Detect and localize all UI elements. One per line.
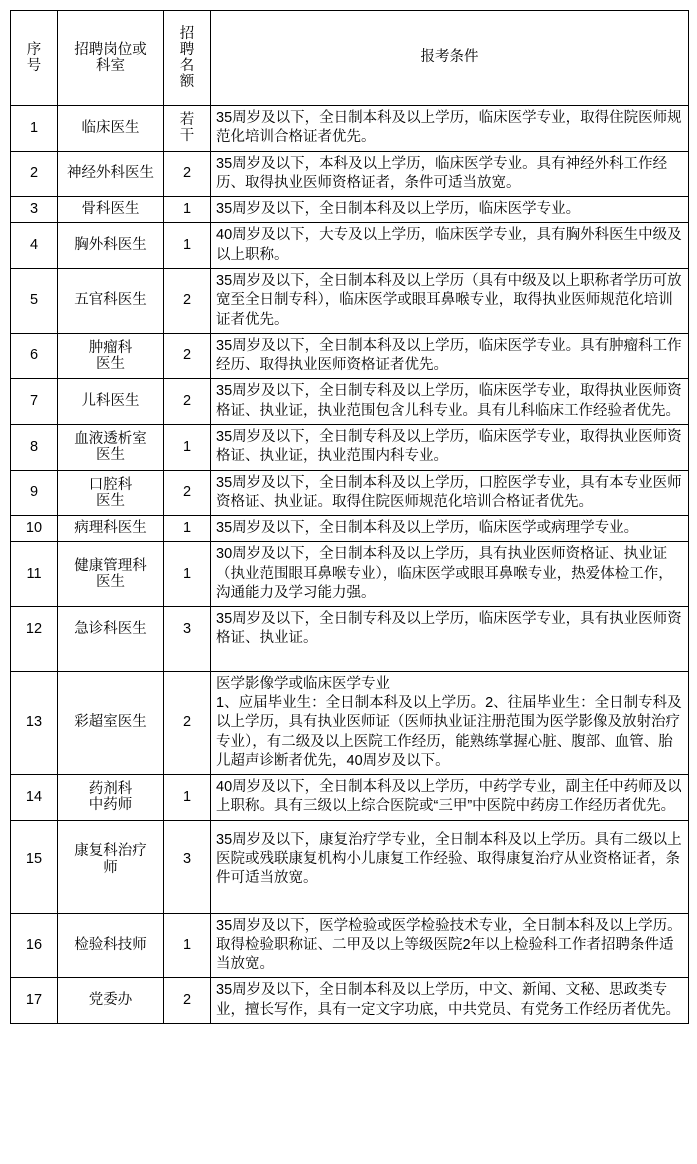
- table-row: [11, 333, 689, 379]
- cell-index: 1: [11, 106, 58, 152]
- cell-quota: 1: [164, 223, 211, 269]
- cell-post-line: 医生: [96, 356, 125, 373]
- cell-post: [58, 775, 164, 821]
- column-header-index-char-2: 号: [26, 58, 42, 74]
- cell-quota: 2: [164, 978, 211, 1024]
- cell-quota: [164, 106, 211, 152]
- column-header-index-stack: [16, 42, 52, 74]
- cell-index: 14: [11, 775, 58, 821]
- table-row: [11, 671, 689, 774]
- cell-quota: 3: [164, 607, 211, 672]
- table-row: [11, 470, 689, 516]
- cell-condition: 35周岁及以下，全日制本科及以上学历，临床医学或病理学专业。: [211, 516, 689, 542]
- cell-condition: 40周岁及以下，大专及以上学历，临床医学专业，具有胸外科医生中级及以上职称。: [211, 223, 689, 269]
- cell-quota: 1: [164, 775, 211, 821]
- cell-index: 3: [11, 197, 58, 223]
- column-header-post-stack: [63, 42, 158, 74]
- cell-post: 胸外科医生: [58, 223, 164, 269]
- column-header-quota: [164, 11, 211, 106]
- cell-post-line: 医生: [96, 574, 125, 591]
- table-row: [11, 516, 689, 542]
- cell-post: 彩超室医生: [58, 671, 164, 774]
- cell-post-line: 肿瘤科: [88, 339, 133, 356]
- cell-condition: 35周岁及以下，全日制本科及以上学历，临床医学专业。具有肿瘤科工作经历、取得执业医师资格证者优先。: [211, 333, 689, 379]
- recruitment-positions-table: [10, 10, 689, 1024]
- cell-post-line: 师: [103, 859, 118, 876]
- cell-post: [58, 470, 164, 516]
- table-row: [11, 223, 689, 269]
- cell-condition-line: 1、应届毕业生：全日制本科及以上学历。2、往届毕业生：全日制专科及以上学历，具有执业医师证（医师执业证注册范围为医学影像及放射治疗专业），有二级及以上医院工作经历，能熟练掌握心脏、腹部、血管、胎儿超声诊断者优先，40周岁及以下。: [216, 695, 682, 769]
- cell-index: 7: [11, 379, 58, 425]
- cell-post: 党委办: [58, 978, 164, 1024]
- cell-post: 检验科技师: [58, 913, 164, 978]
- cell-quota: 1: [164, 424, 211, 470]
- cell-post: [58, 820, 164, 913]
- cell-condition: 35周岁及以下，全日制专科及以上学历，临床医学专业，具有执业医师资格证、执业证。: [211, 607, 689, 672]
- cell-quota: 1: [164, 542, 211, 607]
- column-header-index: [11, 11, 58, 106]
- cell-post: [58, 542, 164, 607]
- table-row: [11, 197, 689, 223]
- table-row: [11, 775, 689, 821]
- cell-quota: 1: [164, 516, 211, 542]
- column-header-quota-stack: [169, 26, 205, 91]
- table-row: [11, 424, 689, 470]
- column-header-quota-char-2: 聘: [179, 41, 195, 58]
- cell-post: 儿科医生: [58, 379, 164, 425]
- table-row: [11, 379, 689, 425]
- table-row: [11, 542, 689, 607]
- cell-index: 13: [11, 671, 58, 774]
- cell-post: 病理科医生: [58, 516, 164, 542]
- cell-post-line: 血液透析室: [74, 430, 147, 447]
- cell-quota: 1: [164, 197, 211, 223]
- cell-index: 16: [11, 913, 58, 978]
- table-row: [11, 607, 689, 672]
- cell-quota: 1: [164, 913, 211, 978]
- cell-condition: 35周岁及以下，全日制本科及以上学历，口腔医学专业，具有本专业医师资格证、执业证。取得住院医师规范化培训合格证者优先。: [211, 470, 689, 516]
- cell-condition: 35周岁及以下，全日制本科及以上学历（具有中级及以上职称者学历可放宽至全日制专科），临床医学或眼耳鼻喉专业，取得执业医师规范化培训证者优先。: [211, 268, 689, 333]
- cell-condition: 35周岁及以下，全日制专科及以上学历，临床医学专业，取得执业医师资格证、执业证，执业范围包含儿科专业。具有儿科临床工作经验者优先。: [211, 379, 689, 425]
- cell-post: 骨科医生: [58, 197, 164, 223]
- cell-condition: 35周岁及以下，全日制本科及以上学历，中文、新闻、文秘、思政类专业，擅长写作，具有一定文字功底，中共党员、有党务工作经历者优先。: [211, 978, 689, 1024]
- table-header-row: [11, 11, 689, 106]
- table-header: [11, 11, 689, 106]
- cell-condition: 35周岁及以下，康复治疗学专业，全日制本科及以上学历。具有二级以上医院或残联康复机构小儿康复工作经验、取得康复治疗从业资格证者，条件可适当放宽。: [211, 820, 689, 913]
- cell-index: 10: [11, 516, 58, 542]
- cell-condition: 35周岁及以下，医学检验或医学检验技术专业，全日制本科及以上学历。取得检验职称证、二甲及以上等级医院2年以上检验科工作者招聘条件适当放宽。: [211, 913, 689, 978]
- cell-quota-char: 干: [179, 128, 195, 145]
- column-header-condition: 报考条件: [211, 11, 689, 106]
- table-body: [11, 106, 689, 1024]
- table-row: [11, 820, 689, 913]
- cell-post-line: 康复科治疗: [74, 843, 147, 860]
- cell-post-line: 中药师: [88, 797, 133, 814]
- cell-post: 五官科医生: [58, 268, 164, 333]
- cell-condition: 35周岁及以下，全日制本科及以上学历，临床医学专业，取得住院医师规范化培训合格证者优先。: [211, 106, 689, 152]
- cell-condition: 35周岁及以下，本科及以上学历，临床医学专业。具有神经外科工作经历、取得执业医师资格证者，条件可适当放宽。: [211, 151, 689, 197]
- cell-quota-char: 若: [179, 112, 195, 129]
- cell-post: 神经外科医生: [58, 151, 164, 197]
- cell-post-line: 口腔科: [88, 476, 133, 493]
- cell-post: 急诊科医生: [58, 607, 164, 672]
- table-row: [11, 106, 689, 152]
- column-header-quota-char-4: 额: [179, 74, 195, 91]
- cell-index: 9: [11, 470, 58, 516]
- cell-index: 4: [11, 223, 58, 269]
- cell-post-line: 医生: [96, 447, 125, 464]
- column-header-post: [58, 11, 164, 106]
- column-header-quota-char-1: 招: [179, 25, 195, 42]
- cell-condition: 30周岁及以下，全日制本科及以上学历，具有执业医师资格证、执业证（执业范围眼耳鼻喉专业），临床医学或眼耳鼻喉专业，热爱体检工作，沟通能力及学习能力强。: [211, 542, 689, 607]
- cell-post: 临床医生: [58, 106, 164, 152]
- column-header-post-line-1: 招聘岗位或: [74, 41, 147, 58]
- cell-quota: 3: [164, 820, 211, 913]
- cell-post: [58, 424, 164, 470]
- table-row: [11, 151, 689, 197]
- cell-quota: 2: [164, 470, 211, 516]
- column-header-post-line-2: 科室: [96, 58, 125, 74]
- cell-quota: 2: [164, 379, 211, 425]
- cell-condition-line: 医学影像学或临床医学专业: [216, 675, 390, 692]
- cell-quota: 2: [164, 268, 211, 333]
- table-row: [11, 268, 689, 333]
- cell-condition: [211, 671, 689, 774]
- cell-index: 17: [11, 978, 58, 1024]
- cell-post-line: 健康管理科: [74, 558, 147, 575]
- cell-condition: 40周岁及以下，全日制本科及以上学历，中药学专业，副主任中药师及以上职称。具有三级以上综合医院或“三甲”中医院中药房工作经历者优先。: [211, 775, 689, 821]
- cell-post-line: 药剂科: [88, 781, 133, 798]
- cell-quota: 2: [164, 151, 211, 197]
- cell-post: [58, 333, 164, 379]
- table-row: [11, 913, 689, 978]
- cell-index: 8: [11, 424, 58, 470]
- cell-index: 2: [11, 151, 58, 197]
- cell-index: 15: [11, 820, 58, 913]
- cell-index: 6: [11, 333, 58, 379]
- cell-condition: 35周岁及以下，全日制本科及以上学历，临床医学专业。: [211, 197, 689, 223]
- column-header-quota-char-3: 名: [179, 58, 195, 74]
- cell-quota: 2: [164, 333, 211, 379]
- cell-post-line: 医生: [96, 492, 125, 509]
- cell-quota: 2: [164, 671, 211, 774]
- cell-condition: 35周岁及以下，全日制专科及以上学历，临床医学专业，取得执业医师资格证、执业证，执业范围内科专业。: [211, 424, 689, 470]
- cell-index: 12: [11, 607, 58, 672]
- column-header-index-char-1: 序: [26, 41, 42, 58]
- cell-index: 11: [11, 542, 58, 607]
- cell-index: 5: [11, 268, 58, 333]
- table-row: [11, 978, 689, 1024]
